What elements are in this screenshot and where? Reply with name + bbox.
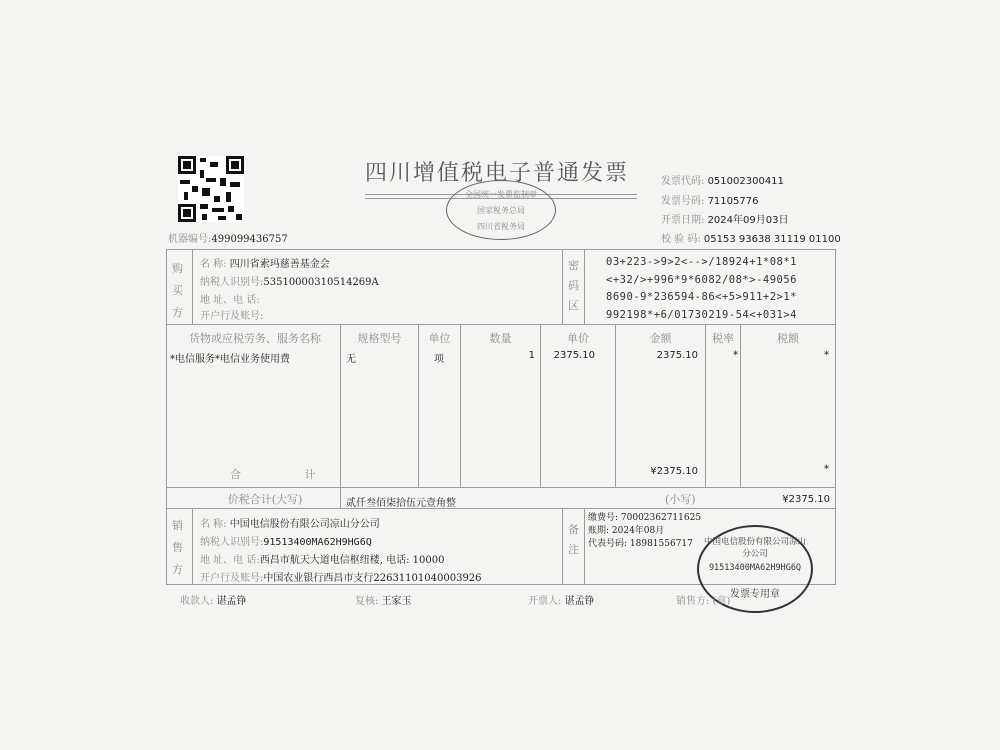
col-header-qty: 数量 (489, 332, 512, 345)
invoice-code: 发票代码: 051002300411 (661, 176, 784, 187)
col-header-price: 单价 (567, 332, 589, 345)
seller-tax-id: 纳税人识别号:91513400MA62H9HG6Q (200, 537, 372, 548)
remarks-text (588, 512, 701, 551)
remark-line: 缴费号: 70002362711625 (588, 513, 702, 523)
buyer-tax-id: 纳税人识别号:53510000310514269A (200, 277, 379, 288)
item-tax: * (824, 350, 829, 361)
item-spec: 无 (346, 354, 356, 365)
grand-total-small-label: (小写) (665, 493, 696, 506)
cipher-line: 03+223->9>2<-->/18924+1*08*1 (606, 256, 798, 268)
item-goods: *电信服务*电信业务使用费 (170, 354, 290, 365)
invoice-date: 开票日期: 2024年09月03日 (661, 215, 789, 226)
cipher-line: 8690-9*236594-86<+5>911+2>1* (606, 291, 798, 303)
remark-line: 代表号码: 18981556717 (588, 539, 693, 549)
invoice-number: 发票号码: 71105776 (661, 196, 759, 207)
cipher-line: 992198*+6/01730219-54<+031>4 (606, 308, 798, 321)
col-header-tax: 税额 (777, 332, 799, 345)
item-price: 2375.10 (553, 350, 595, 361)
seller-name: 名 称: 中国电信股份有限公司凉山分公司 (200, 519, 380, 530)
remark-line: 账期: 2024年08月 (588, 526, 665, 536)
payee: 收款人: 谌孟铮 (180, 596, 247, 607)
seller-chop-label: 销售方: (章) (676, 596, 731, 607)
remarks-section-label: 备注 (568, 523, 579, 556)
buyer-section-label: 购买方 (172, 262, 183, 319)
tax-bureau-seal: 全国统一发票监制章 国家税务总局 四川省税务局 (446, 180, 556, 240)
total-label: 合 计 (230, 468, 346, 481)
total-amount: ¥2375.10 (650, 466, 698, 477)
col-header-unit: 单位 (428, 332, 451, 345)
reviewer: 复核: 王家玉 (355, 596, 412, 607)
seller-section-label: 销售方 (172, 519, 183, 576)
seller-bank: 开户行及账号:中国农业银行西昌市支行22631101040003926 (200, 573, 482, 584)
col-header-amount: 金额 (649, 332, 672, 345)
item-rate: * (733, 350, 738, 361)
cipher-line: <+32/>+996*9*6082/08*>-49056 (606, 273, 798, 286)
cipher-text (606, 254, 797, 324)
seller-invoice-seal: 中国电信股份有限公司凉山分公司 91513400MA62H9HG6Q 发票专用章 (697, 525, 813, 613)
col-header-spec: 规格型号 (357, 332, 402, 345)
grand-total-words: 贰仟叁佰柒拾伍元壹角整 (346, 498, 456, 509)
item-qty: 1 (528, 350, 535, 361)
grand-total-label: 价税合计(大写) (227, 493, 303, 506)
col-header-rate: 税率 (712, 332, 734, 345)
machine-number: 机器编号:499099436757 (168, 234, 288, 245)
total-tax: * (824, 464, 829, 475)
item-unit: 项 (434, 354, 444, 365)
cipher-section-label: 密码区 (568, 259, 579, 312)
grand-total-amount: ¥2375.10 (782, 494, 830, 505)
buyer-address-label: 地 址、电 话: (200, 295, 260, 306)
col-header-goods: 货物或应税劳务、服务名称 (189, 332, 321, 345)
check-code: 校 验 码: 05153 93638 31119 01100 (661, 234, 841, 245)
buyer-bank-label: 开户行及账号: (200, 311, 264, 322)
qr-code (178, 156, 244, 222)
seller-address: 地 址、电 话:西昌市航天大道电信枢纽楼, 电话: 10000 (200, 555, 445, 566)
item-amount: 2375.10 (656, 350, 698, 361)
invoice-title: 四川增值税电子普通发票 (365, 161, 630, 186)
issuer: 开票人: 谌孟铮 (528, 596, 595, 607)
buyer-name: 名 称: 四川省索玛慈善基金会 (200, 259, 330, 270)
